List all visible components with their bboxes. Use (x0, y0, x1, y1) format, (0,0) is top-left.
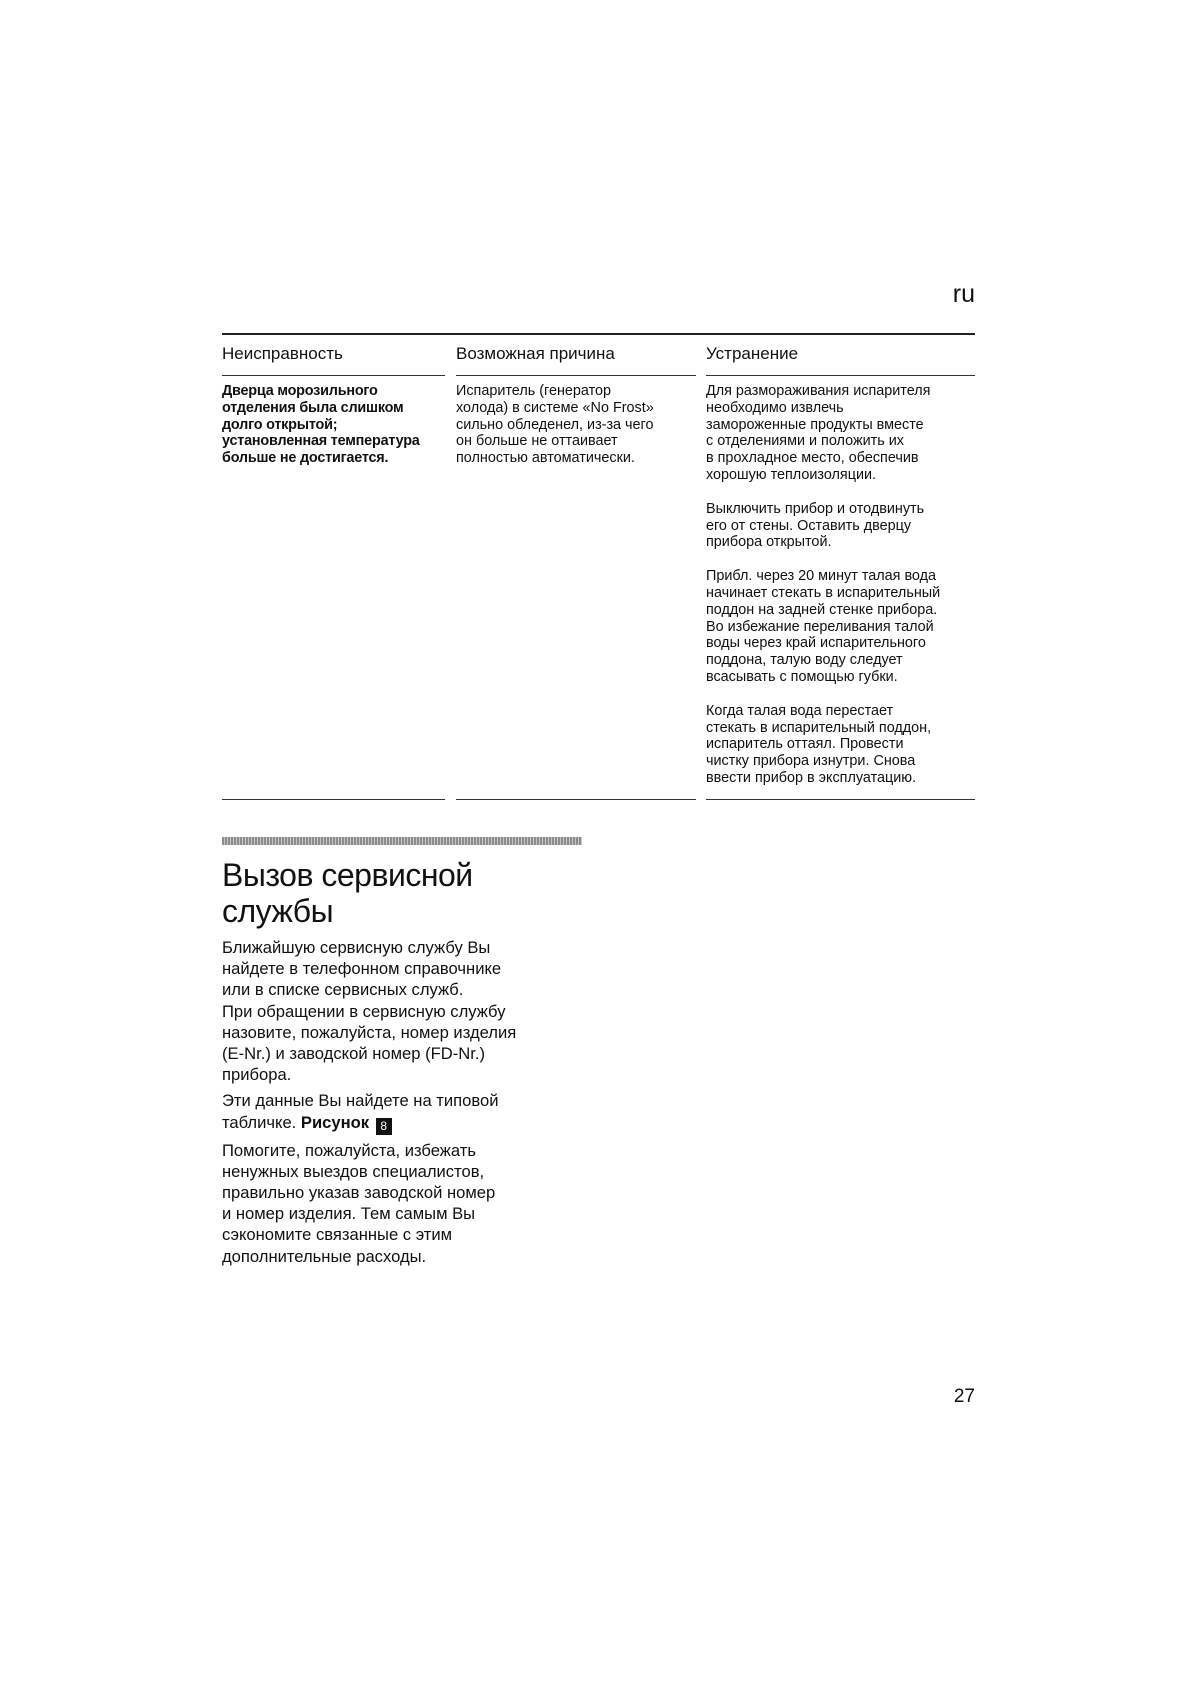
remedy-paragraph (706, 501, 975, 551)
service-line: ненужных выездов специалистов, (222, 1161, 485, 1181)
remedy-line: Для размораживания испарителя (706, 383, 931, 399)
bottom-rule-cause (456, 799, 696, 800)
section-title-line: службы (222, 893, 334, 929)
cause-line: холода) в системе «No Frost» (456, 399, 654, 416)
service-paragraph (222, 937, 562, 1085)
fault-line: больше не достигается. (222, 450, 389, 467)
service-line: сэкономите связанные с этим (222, 1225, 453, 1245)
service-line: (E-Nr.) и заводской номер (FD-Nr.) (222, 1044, 485, 1064)
remedy-line: замороженные продукты вместе (706, 416, 924, 433)
header-rule-fault (222, 375, 445, 376)
header-rule-cause (456, 375, 696, 376)
fault-line: Дверца морозильного (222, 383, 378, 399)
remedy-line: Во избежание переливания талой (706, 618, 934, 635)
service-line: При обращении в сервисную службу (222, 1001, 506, 1021)
service-line: правильно указав заводской номер (222, 1183, 496, 1203)
remedy-line: всасывать с помощью губки. (706, 668, 898, 685)
cause-line: он больше не оттаивает (456, 433, 618, 450)
column-header-remedy: Устранение (706, 344, 799, 363)
page-number: 27 (953, 1386, 975, 1407)
remedy-line: стекать в испарительный поддон, (706, 719, 932, 736)
remedy-line: начинает стекать в испарительный (706, 584, 941, 601)
remedy-line: поддон на задней стенке прибора. (706, 601, 938, 618)
bottom-rule-remedy (706, 799, 975, 800)
remedy-line: Прибл. через 20 минут талая вода (706, 568, 937, 585)
service-line-with-figure (222, 1112, 562, 1135)
table-top-rule (222, 333, 975, 335)
section-title-line: Вызов сервисной (222, 857, 473, 893)
remedy-cell (706, 383, 975, 804)
service-body (222, 937, 562, 1272)
section-divider-bar (222, 837, 582, 845)
fault-cell (222, 383, 445, 467)
cause-line: Испаритель (генератор (456, 383, 612, 399)
service-line: назовите, пожалуйста, номер изделия (222, 1022, 517, 1042)
fault-line: долго открытой; (222, 416, 338, 433)
remedy-line: воды через край испарительного (706, 635, 926, 652)
service-line: Эти данные Вы найдете на типовой (222, 1091, 499, 1111)
remedy-line: в прохладное место, обеспечив (706, 450, 919, 467)
remedy-line: поддона, талую воду следует (706, 652, 903, 669)
service-line: и номер изделия. Тем самым Вы (222, 1204, 476, 1224)
service-line: прибора. (222, 1065, 292, 1085)
remedy-paragraph (706, 703, 975, 787)
cause-cell (456, 383, 696, 467)
service-line: Ближайшую сервисную службу Вы (222, 938, 491, 957)
column-header-fault: Неисправность (222, 344, 343, 363)
service-line: Помогите, пожалуйста, избежать (222, 1140, 477, 1160)
remedy-line: Выключить прибор и отодвинуть (706, 500, 925, 517)
remedy-line: его от стены. Оставить дверцу (706, 517, 912, 534)
language-code: ru (952, 280, 975, 308)
remedy-paragraph (706, 383, 975, 484)
section-title (222, 857, 582, 929)
service-paragraph (222, 1090, 562, 1134)
cause-line: сильно обледенел, из-за чего (456, 416, 654, 433)
figure-number-badge: 8 (376, 1118, 392, 1135)
remedy-line: Когда талая вода перестает (706, 702, 894, 719)
remedy-line: ввести прибор в эксплуатацию. (706, 769, 917, 786)
service-line: найдете в телефонном справочнике (222, 959, 502, 979)
service-paragraph (222, 1140, 562, 1267)
remedy-line: испаритель оттаял. Провести (706, 736, 904, 753)
service-text: табличке. (222, 1112, 301, 1132)
fault-line: отделения была слишком (222, 399, 404, 416)
remedy-line: прибора открытой. (706, 534, 832, 551)
cause-line: полностью автоматически. (456, 450, 635, 467)
remedy-line: хорошую теплоизоляции. (706, 466, 877, 483)
remedy-line: необходимо извлечь (706, 399, 844, 416)
remedy-line: чистку прибора изнутри. Снова (706, 753, 916, 770)
remedy-line: с отделениями и положить их (706, 433, 904, 450)
bottom-rule-fault (222, 799, 445, 800)
remedy-paragraph (706, 568, 975, 686)
service-line: дополнительные расходы. (222, 1246, 427, 1266)
service-line: или в списке сервисных служб. (222, 980, 464, 1000)
column-header-cause: Возможная причина (456, 344, 615, 363)
figure-reference-label: Рисунок (300, 1112, 370, 1132)
fault-line: установленная температура (222, 433, 420, 450)
header-rule-remedy (706, 375, 975, 376)
